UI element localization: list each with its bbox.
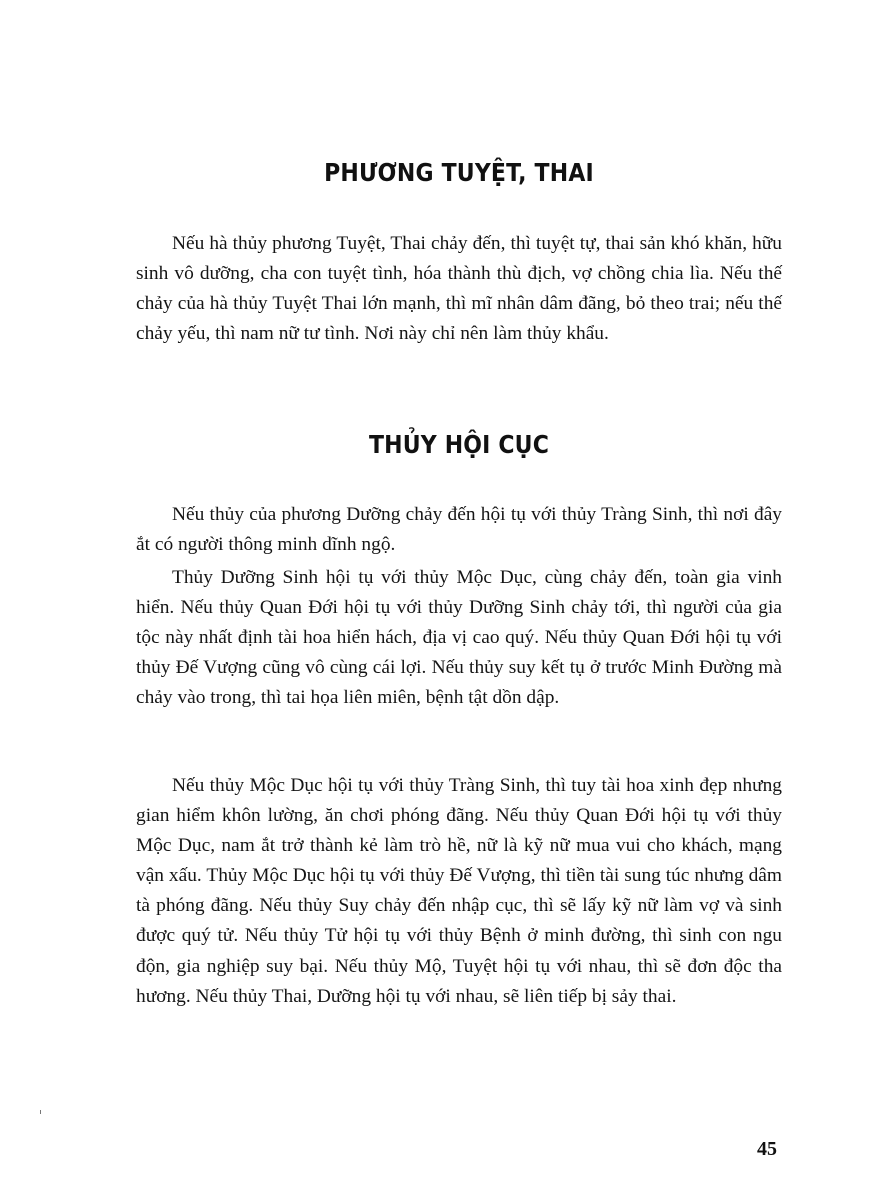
section-title-phuong-tuyet-thai: PHƯƠNG TUYỆT, THAI [324,158,594,187]
paragraph: Nếu thủy của phương Dưỡng chảy đến hội tụ với thủy Tràng Sinh, thì nơi đây ắt có người thông minh dĩnh ngộ. [136,504,782,556]
scan-speck [40,1110,41,1114]
section-title-thuy-hoi-cuc: THỦY HỘI CỤC [368,430,550,459]
paragraph: Thủy Dưỡng Sinh hội tụ với thủy Mộc Dục, cùng chảy đến, toàn gia vinh hiển. Nếu thủy Quan Đới hội tụ với thủy Dưỡng Sinh chảy tới, thì người của gia tộc này nhất định tài hoa hiển hách, địa vị cao quý. Nếu thủy Quan Đới hội tụ với thủy Đế Vượng cũng vô cùng cái lợi. Nếu thủy suy kết tụ ở trước Minh Đường mà chảy vào trong, thì tai họa liên miên, bệnh tật dồn dập. [136,567,782,709]
paragraph: Nếu thủy Mộc Dục hội tụ với thủy Tràng Sinh, thì tuy tài hoa xinh đẹp nhưng gian hiểm khôn lường, ăn chơi phóng đãng. Nếu thủy Quan Đới hội tụ với thủy Mộc Dục, nam ắt trở thành kẻ làm trò hề, nữ là kỹ nữ mua vui cho khách, mạng vận xấu. Thủy Mộc Dục hội tụ với thủy Đế Vượng, thì tiền tài sung túc nhưng dâm tà phóng đãng. Nếu thủy Suy chảy đến nhập cục, thì sẽ lấy kỹ nữ làm vợ và sinh được quý tử. Nếu thủy Tử hội tụ với thủy Bệnh ở minh đường, thì sinh con ngu độn, gia nghiệp suy bại. Nếu thủy Mộ, Tuyệt hội tụ với nhau, thì sẽ đơn độc tha hương. Nếu thủy Thai, Dưỡng hội tụ với nhau, sẽ liên tiếp bị sảy thai. [136,775,782,1007]
page-number: 45 [757,1138,777,1160]
paragraph: Nếu hà thủy phương Tuyệt, Thai chảy đến, thì tuyệt tự, thai sản khó khăn, hữu sinh vô dưỡng, cha con tuyệt tình, hóa thành thù địch, vợ chồng chia lìa. Nếu thế chảy của hà thủy Tuyệt Thai lớn mạnh, thì mĩ nhân dâm đãng, bỏ theo trai; nếu thế chảy yếu, thì nam nữ tư tình. Nơi này chỉ nên làm thủy khẩu. [136,233,782,345]
